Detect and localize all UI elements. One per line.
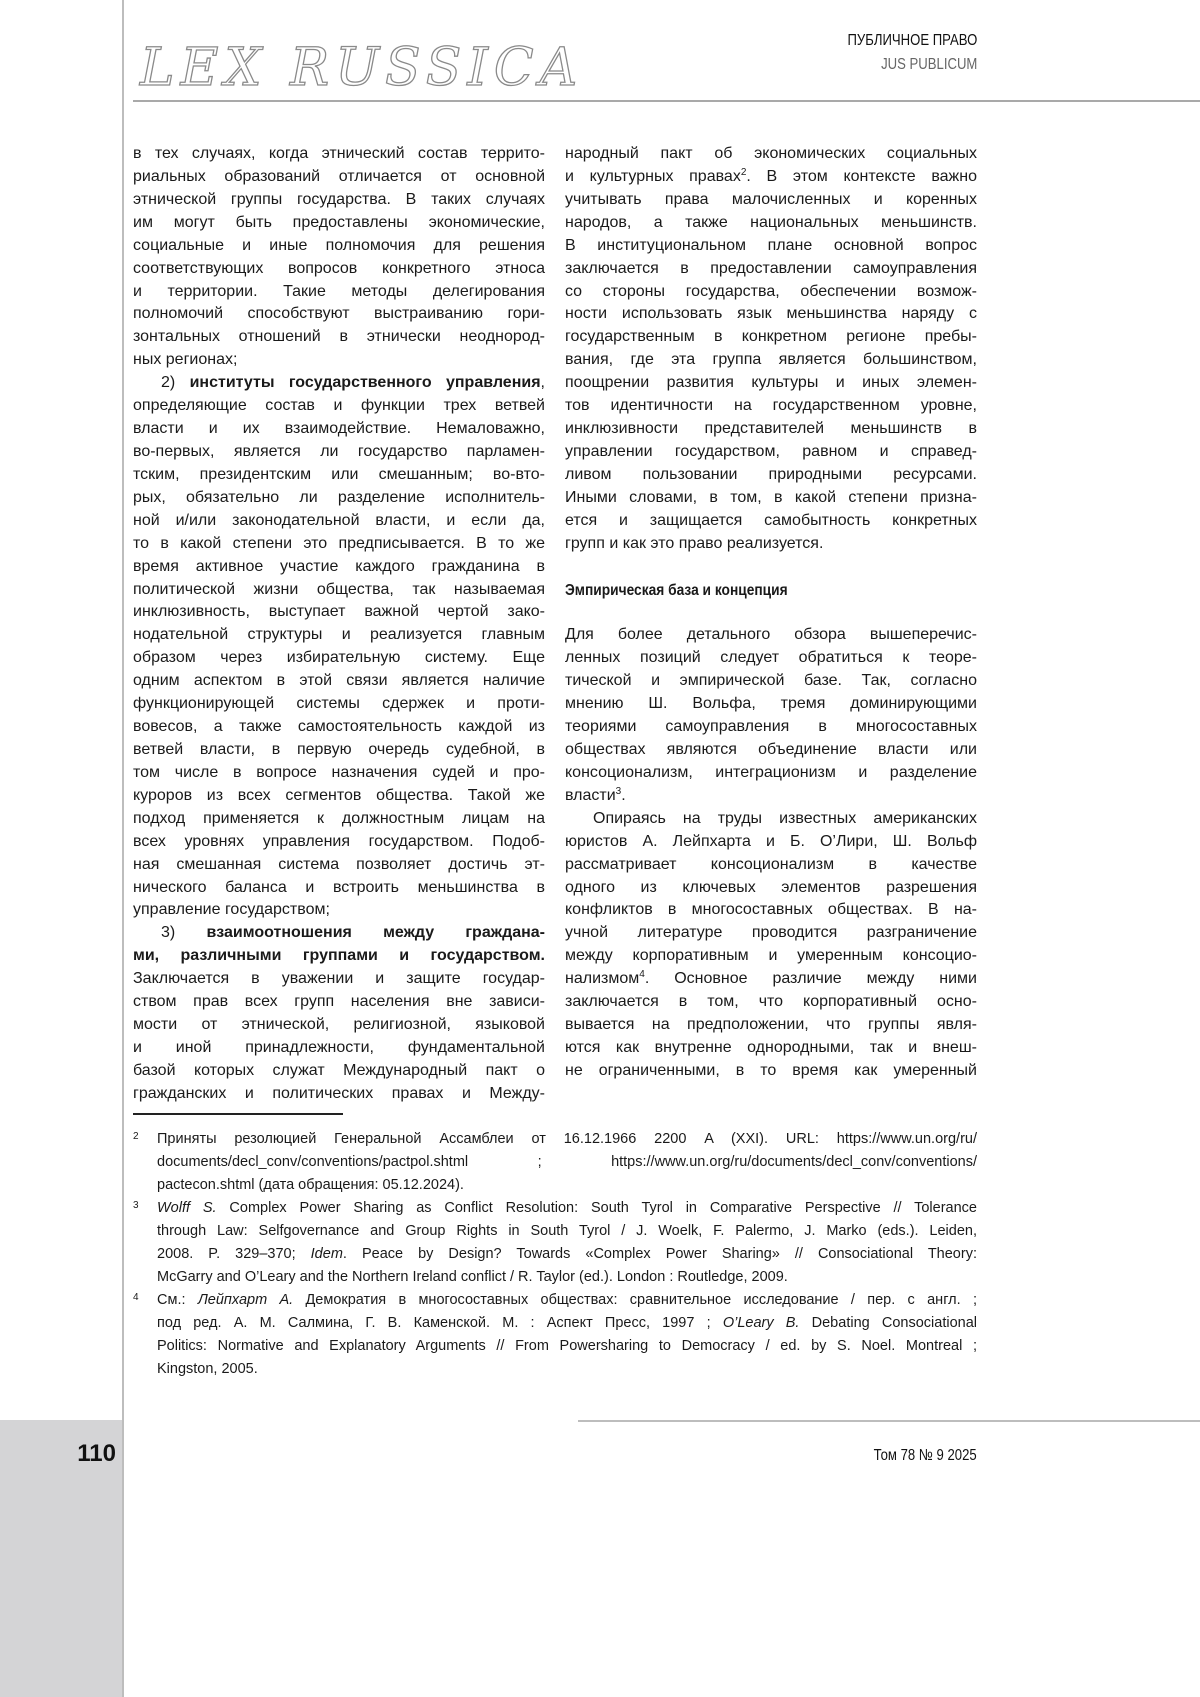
text-line xyxy=(133,1060,545,1083)
text-run: в тех случаях, когда этнический состав террито- xyxy=(133,145,545,162)
text-run: . xyxy=(621,786,626,804)
text-line xyxy=(565,831,977,854)
text-run: тической и эмпирической базе. Так, согласно xyxy=(565,672,977,690)
text-run: ленных позиций следует обратиться к теоре- xyxy=(565,649,977,667)
text-run: одного из ключевых элементов разрешения xyxy=(565,878,977,896)
text-line xyxy=(133,762,545,785)
footnote-line xyxy=(157,1243,977,1266)
italic-text: Wolff S. xyxy=(157,1200,217,1216)
italic-text: O’Leary B. xyxy=(722,1315,800,1331)
text-line xyxy=(565,281,977,304)
text-line xyxy=(565,510,977,533)
text-run: Опираясь на труды известных американских xyxy=(593,809,977,827)
text-line xyxy=(133,281,545,304)
text-line xyxy=(565,395,977,418)
text-line xyxy=(133,464,545,487)
text-run: pactecon.shtml (дата обращения: 05.12.2024). xyxy=(157,1177,464,1193)
page-number: 110 xyxy=(77,1440,116,1467)
text-run: инклюзивность, выступает важной чертой зако- xyxy=(133,603,545,621)
footnote-ref[interactable]: 4 xyxy=(639,969,645,981)
text-line xyxy=(133,670,545,693)
text-line xyxy=(565,693,977,716)
text-run: конфликтов в многосоставных обществах. В на- xyxy=(565,901,977,919)
text-run: учитывать права малочисленных и коренных xyxy=(565,190,977,208)
text-line xyxy=(133,235,545,258)
text-run: социальные и иные полномочия для решения xyxy=(133,236,545,254)
italic-text: Idem xyxy=(310,1246,343,1262)
text-run: время активное участие каждого гражданина в xyxy=(133,557,545,575)
text-run: ливом пользовании природными ресурсами. xyxy=(565,465,977,483)
text-line xyxy=(133,922,545,945)
text-run: ется и защищается самобытность конкретных xyxy=(565,511,977,529)
text-run: ной и/или законодательной власти, и если да, xyxy=(133,511,545,529)
text-run: Иными словами, в том, в какой степени призна- xyxy=(565,488,977,506)
text-line xyxy=(133,1037,545,1060)
text-run: управление государством; xyxy=(133,901,330,919)
text-line xyxy=(565,808,977,831)
text-line xyxy=(565,418,977,441)
text-run: См.: xyxy=(157,1292,198,1308)
text-run: под ред. А. М. Салмина, Г. В. Каменской. М. : Аспект Пресс, 1997 ; xyxy=(157,1315,723,1331)
text-run: куроров из всех сегментов общества. Такой же xyxy=(133,786,545,804)
text-run: обществах являются объединение власти или xyxy=(565,741,977,759)
text-line xyxy=(565,189,977,212)
text-run: полномочий способствуют выстраиванию гори- xyxy=(133,305,545,323)
footnote-number: 2 xyxy=(133,1131,139,1142)
text-line xyxy=(133,418,545,441)
text-run: политической жизни общества, так называемая xyxy=(133,580,545,598)
text-line xyxy=(565,166,977,189)
text-run: вывается на предположении, что группы явля- xyxy=(565,1016,977,1034)
text-run: подход применяется к должностным лицам на xyxy=(133,809,545,827)
right-column-body-top xyxy=(565,143,977,556)
text-line xyxy=(565,945,977,968)
text-run: ных регионах; xyxy=(133,351,238,369)
text-run: Complex Power Sharing as Conflict Resolution: South Tyrol in Comparative Perspective // Tolerance xyxy=(216,1200,977,1216)
text-line xyxy=(565,854,977,877)
section-title-lat: JUS PUBLICUM xyxy=(880,56,977,73)
text-line xyxy=(133,349,545,372)
text-run: групп и как это право реализуется. xyxy=(565,534,824,552)
footnote-line xyxy=(157,1220,977,1243)
text-line xyxy=(565,647,977,670)
text-line xyxy=(133,487,545,510)
text-run: documents/decl_conv/conventions/pactpol.shtml ; https://www.un.org/ru/documents/decl_conv/conventions/ xyxy=(157,1154,977,1170)
text-line xyxy=(133,968,545,991)
text-run: заключается в том, что корпоративный осно- xyxy=(565,993,977,1011)
text-line xyxy=(565,624,977,647)
text-line xyxy=(133,1014,545,1037)
text-run: мости от этнической, религиозной, языковой xyxy=(133,1016,545,1034)
italic-text: Лейпхарт А. xyxy=(197,1292,294,1308)
text-run: . Peace by Design? Towards «Complex Power Sharing» // Consociational Theory: xyxy=(342,1246,977,1262)
text-run: со стороны государства, обеспечении возмож- xyxy=(565,282,977,300)
text-run: базой которых служат Международный пакт о xyxy=(133,1061,545,1079)
text-line xyxy=(565,968,977,991)
text-run: тским, президентским или смешанным; во-вто- xyxy=(133,465,545,483)
text-line xyxy=(565,922,977,945)
text-run: инклюзивности представителей меньшинств в xyxy=(565,420,977,438)
text-run: Politics: Normative and Explanatory Arguments // From Powersharing to Democracy / ed. by S. Noel. Montreal ; xyxy=(157,1338,977,1354)
section-heading: Эмпирическая база и концепция xyxy=(565,581,788,599)
footnote xyxy=(133,1289,977,1381)
footnote-line xyxy=(157,1289,977,1312)
text-run: гражданских и политических правах и Между- xyxy=(133,1084,545,1102)
text-line xyxy=(133,533,545,556)
text-run: Демократия в многосоставных обществах: сравнительное исследование / пер. с англ. ; xyxy=(293,1292,977,1308)
text-line xyxy=(565,1014,977,1037)
bold-text: институты государственного управления xyxy=(189,374,541,392)
text-line xyxy=(565,349,977,372)
text-run: и культурных правах xyxy=(565,167,741,185)
text-line xyxy=(565,258,977,281)
text-run: власти xyxy=(565,786,616,804)
footnote-number: 4 xyxy=(133,1292,139,1303)
text-run: и территории. Такие методы делегирования xyxy=(133,282,545,300)
text-run: рых, обязательно ли разделение исполнитель- xyxy=(133,488,545,506)
text-line xyxy=(133,877,545,900)
text-run: , xyxy=(540,374,545,392)
footnote-divider xyxy=(133,1113,343,1115)
text-run: всех уровнях управления государством. Подоб- xyxy=(133,832,545,850)
footnote-line xyxy=(157,1358,977,1381)
text-line xyxy=(565,899,977,922)
text-line xyxy=(133,624,545,647)
margin-rule xyxy=(122,0,124,1697)
footnote-line xyxy=(157,1174,977,1197)
footnote-number: 3 xyxy=(133,1200,139,1211)
paragraph xyxy=(133,922,545,1105)
footnote-line xyxy=(157,1266,977,1289)
footnote-ref[interactable]: 3 xyxy=(615,785,622,797)
text-line xyxy=(133,716,545,739)
text-run: юристов А. Лейпхарта и Б. О’Лири, Ш. Вольф xyxy=(565,832,977,850)
paragraph xyxy=(565,808,977,1083)
text-run: ством прав всех групп населения вне зависи- xyxy=(133,993,545,1011)
text-run: through Law: Selfgovernance and Group Rights in South Tyrol / J. Woelk, F. Palermo, J. Marko (eds.). Leiden, xyxy=(157,1223,977,1239)
paragraph xyxy=(565,143,977,556)
text-run: 2008. P. 329–370; xyxy=(157,1246,311,1262)
text-run: тов идентичности на государственном уровне, xyxy=(565,397,977,415)
text-run: и иной принадлежности, фундаментальной xyxy=(133,1038,545,1056)
text-run: зонтальных отношений в этнически неоднород- xyxy=(133,328,545,346)
bold-text: взаимоотношения между граждана- xyxy=(206,924,546,942)
text-line xyxy=(133,991,545,1014)
text-line xyxy=(133,854,545,877)
footnote-line xyxy=(157,1197,977,1220)
section-title-ru: ПУБЛИЧНОЕ ПРАВО xyxy=(847,32,977,49)
footnote-line xyxy=(157,1312,977,1335)
text-line xyxy=(565,877,977,900)
text-line xyxy=(565,326,977,349)
text-line xyxy=(565,441,977,464)
paragraph xyxy=(133,143,545,372)
text-run: народный пакт об экономических социальных xyxy=(565,145,977,162)
text-run: управлении государством, равном и справед- xyxy=(565,442,977,460)
text-run: соответствующих вопросов конкретного этноса xyxy=(133,259,545,277)
text-line xyxy=(133,831,545,854)
text-run: Приняты резолюцией Генеральной Ассамблеи от 16.12.1966 2200 A (XXI). URL: https://www.un.org/ru/ xyxy=(157,1131,977,1147)
text-line xyxy=(133,510,545,533)
text-run: народов, а также национальных меньшинств. xyxy=(565,213,977,231)
text-run: образом через избирательную систему. Еще xyxy=(133,649,545,667)
text-run: 2) xyxy=(161,374,190,392)
paragraph xyxy=(565,624,977,807)
text-line xyxy=(133,441,545,464)
text-line xyxy=(565,1060,977,1083)
text-run: вовесов, а также самостоятельность каждой из xyxy=(133,718,545,736)
footnote-ref[interactable]: 2 xyxy=(740,166,747,178)
text-line xyxy=(565,235,977,258)
text-run: Заключается в уважении и защите государ- xyxy=(133,970,545,988)
right-column-body-bottom xyxy=(565,624,977,1082)
text-line xyxy=(133,785,545,808)
text-line xyxy=(133,258,545,281)
text-line xyxy=(133,579,545,602)
footnote xyxy=(133,1128,977,1197)
text-run: поощрении развития культуры и иных элемен- xyxy=(565,374,977,392)
text-run: теориями самоуправления в многосоставных xyxy=(565,718,977,736)
text-run: Debating Consociational xyxy=(799,1315,977,1331)
paragraph xyxy=(133,372,545,922)
text-line xyxy=(133,326,545,349)
text-line xyxy=(133,556,545,579)
text-run: нического баланса и встроить меньшинства в xyxy=(133,878,545,896)
right-column xyxy=(565,143,977,1083)
text-line xyxy=(133,945,545,968)
text-run: учной литературе проводится разграничение xyxy=(565,924,977,942)
text-run: ветвей власти, в первую очередь судебной, в xyxy=(133,740,545,758)
text-line xyxy=(565,739,977,762)
text-line xyxy=(133,212,545,235)
text-run: риальных образований отличается от основной xyxy=(133,167,545,185)
text-run: одним аспектом в этой связи является наличие xyxy=(133,672,545,690)
text-run: между корпоративным и умеренным консоцио- xyxy=(565,947,977,965)
text-run: Для более детального обзора вышеперечис- xyxy=(565,626,977,644)
text-line xyxy=(565,670,977,693)
text-run: консоционализм, интеграционизм и разделение xyxy=(565,763,977,781)
text-run: нализмом xyxy=(565,970,640,988)
text-run: ная смешанная система позволяет достичь эт- xyxy=(133,855,545,873)
left-column xyxy=(133,143,545,1106)
text-line xyxy=(133,1083,545,1106)
text-line xyxy=(133,647,545,670)
footnote-line xyxy=(157,1151,977,1174)
footnote xyxy=(133,1197,977,1289)
text-run: рассматривает консоционализм в качестве xyxy=(565,855,977,873)
text-run: McGarry and O’Leary and the Northern Ireland conflict / R. Taylor (ed.). London : Routledge, 2009. xyxy=(157,1269,788,1285)
text-run: во-первых, является ли государство парламен- xyxy=(133,442,545,460)
bold-text: ми, различными группами и государством. xyxy=(133,947,545,965)
text-line xyxy=(133,739,545,762)
text-line xyxy=(565,487,977,510)
text-line xyxy=(565,143,977,166)
footnote-line xyxy=(157,1128,977,1151)
text-line xyxy=(133,166,545,189)
footnote-line xyxy=(157,1335,977,1358)
text-line xyxy=(565,762,977,785)
text-run: . Основное различие между ними xyxy=(644,970,977,988)
footer-divider xyxy=(578,1420,1200,1422)
header-divider xyxy=(133,100,1200,102)
text-run: ности использовать язык меньшинства наряду с xyxy=(565,305,977,323)
text-run: нодательной структуры и реализуется главным xyxy=(133,626,545,644)
text-run: . В этом контексте важно xyxy=(746,167,977,185)
text-line xyxy=(565,212,977,235)
text-line xyxy=(133,899,545,922)
text-run: определяющие состав и функции трех ветвей xyxy=(133,397,545,415)
text-run: государственным в конкретном регионе пребы- xyxy=(565,328,977,346)
text-line xyxy=(133,693,545,716)
text-line xyxy=(565,716,977,739)
text-run: не ограниченными, в то время как умеренный xyxy=(565,1061,977,1079)
text-run: ются как внутренне однородными, так и внеш- xyxy=(565,1039,977,1056)
text-line xyxy=(565,1037,977,1060)
text-line xyxy=(565,991,977,1014)
text-run: мнению Ш. Вольфа, тремя доминирующими xyxy=(565,695,977,713)
text-line xyxy=(565,464,977,487)
text-line xyxy=(133,189,545,212)
footnotes xyxy=(133,1128,977,1381)
text-run: им могут быть предоставлены экономические, xyxy=(133,213,545,231)
text-line xyxy=(565,303,977,326)
text-run: власти и их взаимодействие. Немаловажно, xyxy=(133,420,545,438)
text-line xyxy=(133,808,545,831)
text-line xyxy=(133,143,545,166)
text-run: В институциональном плане основной вопрос xyxy=(565,236,977,254)
text-line xyxy=(133,372,545,395)
text-line xyxy=(565,372,977,395)
text-line xyxy=(133,395,545,418)
text-run: вания, где эта группа является большинством, xyxy=(565,351,977,369)
text-run: то в какой степени это предписывается. В то же xyxy=(133,534,545,552)
text-line xyxy=(565,785,977,808)
text-line xyxy=(133,303,545,326)
text-run: Kingston, 2005. xyxy=(157,1361,258,1377)
text-line xyxy=(565,533,977,556)
journal-logo: LEX RUSSICA xyxy=(140,38,584,98)
text-run: этнической группы государства. В таких случаях xyxy=(133,190,545,208)
text-run: функционирующей системы сдержек и проти- xyxy=(133,695,545,713)
issue-info: Том 78 № 9 2025 xyxy=(873,1447,977,1464)
text-line xyxy=(133,601,545,624)
text-run: том числе в вопросе назначения судей и про- xyxy=(133,763,545,781)
text-run: 3) xyxy=(161,924,207,942)
text-run: заключается в предоставлении самоуправления xyxy=(565,259,977,277)
